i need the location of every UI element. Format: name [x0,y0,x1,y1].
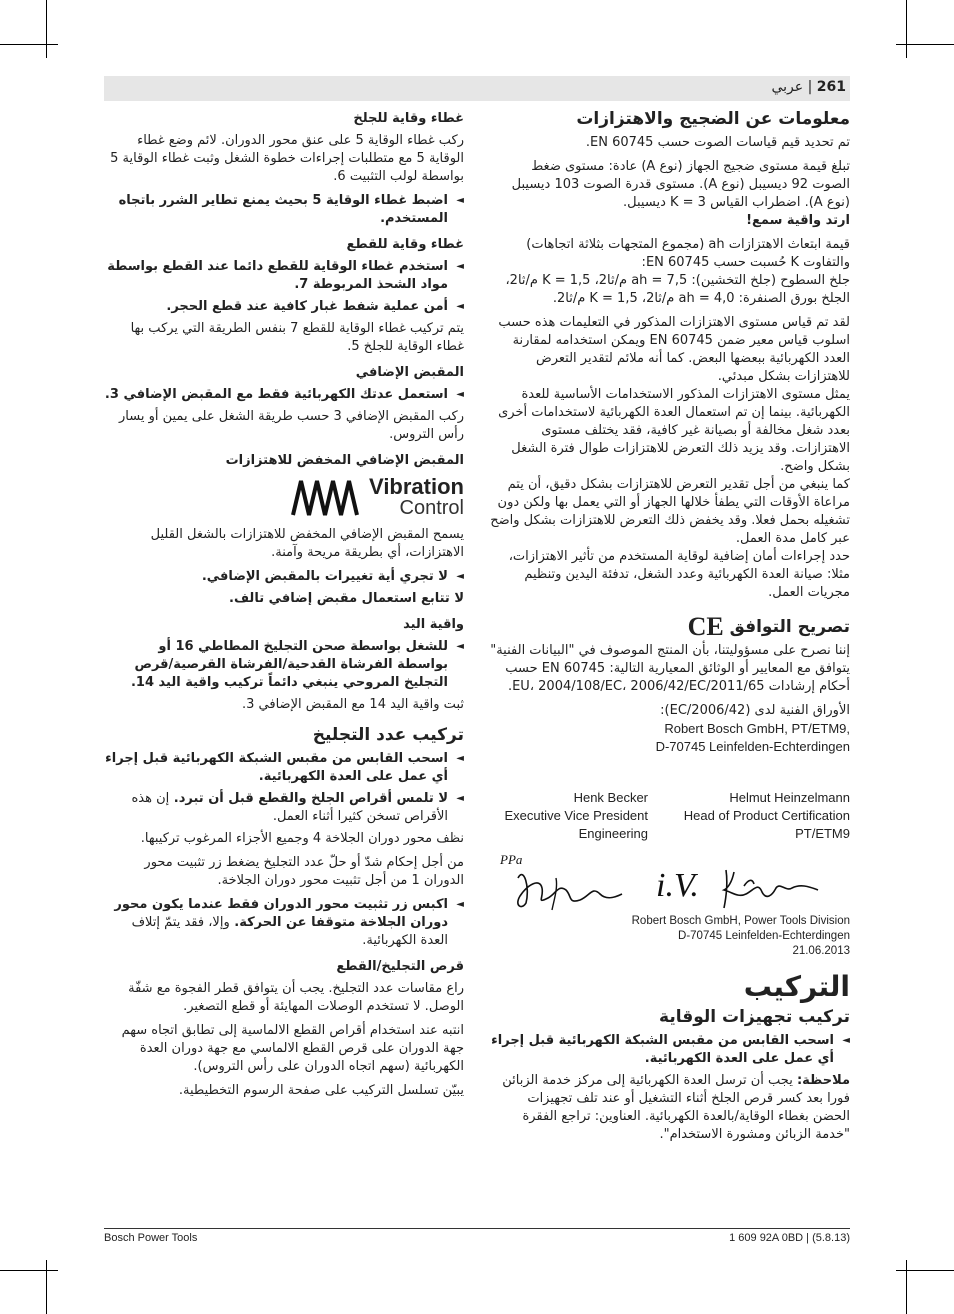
noise-title: معلومات عن الضجيج والاهتزازات [576,109,850,129]
grind-guard-p: ركب غطاء الوقاية 5 على عنق محور الدوران. لائم وضع غطاء الوقاية 5 مع متطلبات إجراءات خطوة الشغل وثبت غطاء الوقاية 5 بواسطة لولب التثبيت 6. [110,133,464,184]
tools-bullet-3-bold: اكبس زر تثبيت محور الدوران فقط عندما يكون محور دوران الجلاخة متوقفا عن الحركة. [114,897,448,930]
tools-p2: من أجل إحكام شدّ أو حلّ عدد التجليخ يضغط زر تثبيت محور الدوران 1 من أجل تثبيت محور دوران الجلاخة. [144,855,464,888]
right-column-assembly [490,970,850,1150]
division-line-1: Robert Bosch GmbH, Power Tools Division [631,915,850,927]
noise-p9: حدد إجراءات أمان إضافية لوقاية المستخدم من تأثير الاهتزازات، مثلا: صيانة العدة الكهربائية وعدد الشغل، تدفئة اليدين وتنظيم مجريات العمل. [508,549,850,600]
noise-p7: يمثل مستوى الاهتزازات المذكور الاستخدامات الأساسية للعدة الكهربائية. بينما إن تم استعمال العدة الكهربائية لاستخدامات أخرى بعدد شغل مخالفة أو بصيانة غير كافية، فقد يختلف مستوى الاهتزازات. وقد يزيد ذلك التعرض للاهتزازات طوال فترة الشغل بشكل واضح. [498,387,850,474]
tools-bullet-3-rest: وإلا، فقد يتمّ إتلاف العدة الكهربائية. [131,915,448,948]
signatory-left-name: Henk Becker [573,790,648,805]
signatory-right-name: Helmut Heinzelmann [729,790,850,805]
signature-iv: i.V. [656,867,699,904]
guards-note-label: ملاحظة: [796,1073,850,1088]
vibration-logo-text: Vibration [369,474,464,499]
conformity-title [490,612,850,641]
noise-warning: ارتد واقية سمع! [746,213,850,228]
vibration-control-logo [104,476,464,518]
vib-handle-p: يسمح المقبض الإضافي المخفض للاهتزازات بالشغل القليل الاهتزازات، أي بطريقة مريحة وآمنة. [150,527,464,560]
conformity-p2: الأوراق الفنية لدى (2006/42/EC): [660,703,850,718]
grind-guard-title: غطاء وقاية للجلخ [353,111,464,126]
signatory-left-title: Executive Vice President [504,808,648,823]
noise-p8: كما ينبغي من أجل تقدير التعرض للاهتزازات بشكل دقيق، أن يتم مراعاة الأوقات التي يطفأ خلالها الجهاز أو التي يعمل بها ولكن دون تشغيله بحمل فعلا. وقد يخفض ذلك التعرض للاهتزازات بشكل واضح عبر كامل مدة العمل. [490,477,850,546]
noise-p3: قيمة ابتعاث الاهتزازات ah (مجموع المتجهات بثلاثة اتجاهات) والتفاوت K حُسبت حسب EN 60745: [526,237,850,270]
conformity-address-2: D-70745 Leinfelden-Echterdingen [655,739,850,754]
crop-mark [0,1270,58,1271]
guards-note [490,1072,850,1144]
vib-handle-bold: لا تتابع استعمال مقبض إضافي تالف. [229,591,464,606]
hand-guard-p: ثبت واقية اليد 14 مع المقبض الإضافي 3. [241,697,464,712]
page-header [104,76,850,101]
tools-title: تركيب عدد التجليخ [312,725,464,745]
crop-mark [906,0,907,58]
noise-p6: لقد تم قياس مستوى الاهتزازات المذكور في التعليمات هذه حسب اسلوب قياس معير ضمن EN 60745 ويمكن استخدامه لمقارنة العدد الكهربائية ببعضها البعض. كما أنه ملائم لتقدير التعرض للاهتزازات بشكل مبدئي. [498,315,850,384]
crop-mark [906,1260,907,1314]
vibration-wave-icon [291,477,363,517]
vib-handle-title: المقبض الإضافي المخفض للاهتزازات [225,453,464,468]
crop-mark [896,1270,954,1271]
signature-ppa: PPa [500,852,523,867]
tools-p1: نظف محور دوران الجلاخة 4 وجميع الأجزاء المرغوب تركيبها. [140,831,464,846]
disc-p2: انتبه عند استخدام أقراص القطع الالماسية إلى تطابق اتجاه سهم جهة الدوران على قرص القطع الالماسي مع جهة دوران العدة الكهربائية (سهم اتجاه الدوران على رأس التروس). [121,1023,464,1074]
crop-mark [896,44,954,45]
tools-bullet-2 [104,790,464,826]
tools-bullet-2-rest: إن هذه الأقراص تسخن كثيرا أثناء العمل. [131,791,448,824]
tools-bullet-3 [104,896,464,950]
crop-mark [46,1260,47,1314]
guards-bullet-1: ◄ اسحب القابس من مقبس الشبكة الكهربائية قبل إجراء أي عمل على العدة الكهربائية. [490,1032,850,1068]
division-line-2: D-70745 Leinfelden-Echterdingen [678,930,850,942]
division-date: 21.06.2013 [792,945,850,957]
aux-handle-bullet: ◄ استعمل عدتك الكهربائية فقط مع المقبض الإضافي 3. [104,386,464,404]
hand-guard-title: واقية اليد [403,617,464,632]
signatory-left [502,789,648,843]
aux-handle-p: ركب المقبض الإضافي 3 حسب طريقة الشغل على يمين أو يسار رأس التروس. [119,409,464,442]
header-text: 261 | عربي [771,79,846,95]
header-language: عربي [771,79,804,95]
division-block [600,914,850,959]
guards-note-text: يجب أن ترسل العدة الكهربائية إلى مركز خدمة الزبائن فورا بعد كسر قرص الجلخ أثناء التشغيل أو عند تلف تجهيزات الحضن بغطاء الوقاية/بالعدة الكهربائية. العناوين: تراجع الفقرة "خدمة الزبائن ومشورة الاستخدام". [502,1073,850,1142]
signatory-right-title: Head of Product Certification [683,808,850,823]
vib-handle-bullet: ◄ لا تجري أية تغييرات بالمقبض الإضافي. [104,568,464,586]
aux-handle-title: المقبض الإضافي [355,365,464,380]
page-number: 261 [816,79,846,95]
crop-mark [46,0,47,58]
cut-guard-title: غطاء وقاية للقطع [346,237,464,252]
noise-p2: تبلغ قيمة مستوى ضجيج الجهاز (نوع A) عادة: مستوى ضغط الصوت 92 ديسيبل (نوع A). مستوى قدرة الصوت 103 ديسيبل (نوع A). اضطراب القياس K = 3 ديسيبل. [511,159,850,210]
guards-title: تركيب تجهيزات الوقاية [659,1007,850,1027]
handwritten-signatures [496,848,856,918]
hand-guard-bullet: ◄ للشغل بواسطة صحن التجليخ المطاطي 16 أو بواسطة الفرشاة القدحية/الفرشاة القرصية/قرص التجليخ المروحي ينبغي دائماً تركيب واقية اليد 14. [104,638,464,692]
footer-doc-number: 1 609 92A 0BD | (5.8.13) [729,1232,850,1244]
tools-bullet-1: ◄ اسحب القابس من مقبس الشبكة الكهربائية قبل إجراء أي عمل على العدة الكهربائية. [104,750,464,786]
assembly-title: التركيب [743,970,850,1003]
conformity-p1: إننا نصرح على مسؤوليتنا، بأن المنتج الموصوف في "البيانات الفنية" يتوافق مع المعايير أو الوثائق المعيارية التالية: EN 60745 حسب أحكام إرشادات 2011/65/EU، 2004/108/EC، 2006/42/EC. [490,643,850,694]
tools-bullet-2-bold: لا تلمس أقراص الجلخ والقطع قبل أن تبرد. [173,791,448,806]
disc-p1: راع مقاسات عدد التجليخ. يجب أن يتوافق قطر الفجوة مع شفّة الوصل. لا تستخدم الوصلات المهايئة أو قطع التصغير. [128,981,464,1014]
footer-rule [104,1228,850,1229]
noise-p1: تم تحديد قيم قياسات الصوت حسب EN 60745. [585,135,850,150]
disc-p3: يبيّن تسلسل التركيب على صفحة الرسوم التخطيطية. [178,1083,464,1098]
noise-p5: الجلخ بورق الصنفرة: ah = 4,0 م/ثا2، K = 1,5 م/ثا2. [552,291,850,306]
conformity-address-1: Robert Bosch GmbH, PT/ETM9, [664,721,850,736]
cut-guard-p: يتم تركيب غطاء الوقاية للقطع 7 بنفس الطريقة التي يركب بها غطاء الوقاية للجلخ 5. [130,321,464,354]
crop-mark [0,44,58,45]
ce-mark-icon: CE [687,612,724,641]
signatory-right [670,789,850,843]
right-column [490,110,850,756]
footer-brand: Bosch Power Tools [104,1232,198,1244]
grind-guard-bullet: ◄ اضبط غطاء الوقاية 5 بحيث يمنع تطاير الشرر باتجاه المستخدم. [104,192,464,228]
noise-p4: جلخ السطوح (جلخ التخشين): ah = 7,5 م/ثا2، K = 1,5 م/ثا2، [505,273,850,288]
left-column [104,110,464,1106]
cut-guard-bullet-2: ◄ أمن عملية شفط غبار كافية عند قطع الحجر. [104,298,464,316]
signatory-right-dept: PT/ETM9 [795,826,850,841]
control-logo-text: Control [399,497,464,519]
cut-guard-bullet-1: ◄ استخدم غطاء الوقاية للقطع دائما عند القطع بواسطة مواد الشحذ المربوطة 7. [104,258,464,294]
conformity-title-text: تصريح التوافق [729,617,850,637]
disc-title: قرص التجليخ/القطع [336,959,464,974]
signatory-left-dept: Engineering [578,826,648,841]
